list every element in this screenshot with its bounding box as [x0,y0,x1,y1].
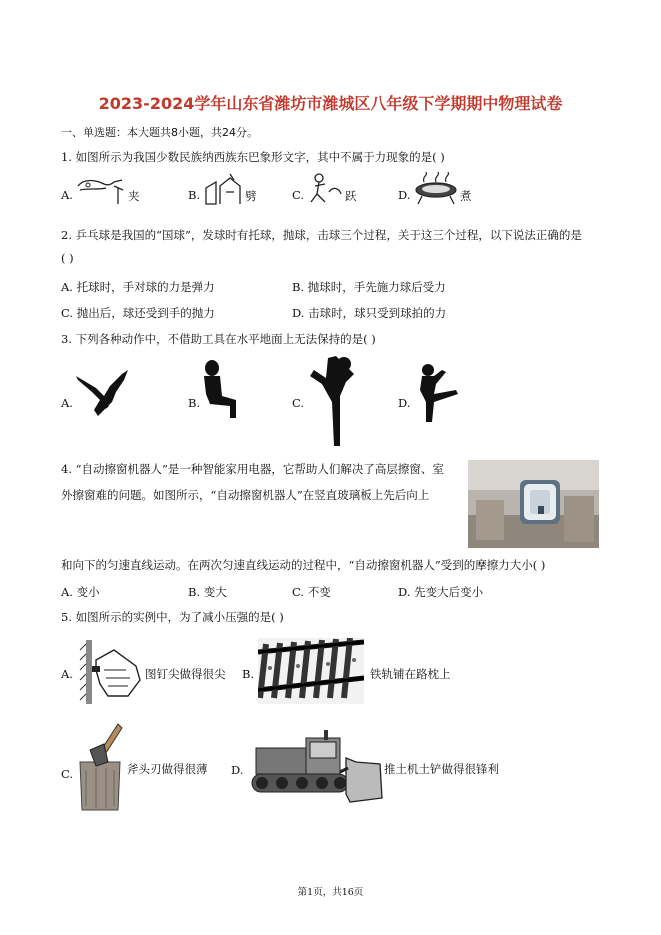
axe-in-log-illustration [74,722,126,812]
q4-stem-line2: 外擦窗难的问题。如图所示，“自动擦窗机器人”在竖直玻璃板上先后向上 [61,488,430,502]
q3-option-d-letter: D. [398,396,411,410]
q5-option-c-letter: C. [61,767,74,781]
q4-stem-line1: 4. “自动擦窗机器人”是一种智能家用电器，它帮助人们解决了高层擦窗、室 [61,462,444,476]
silhouette-sitting-icon [200,360,246,420]
q4-stem-line3: 和向下的匀速直线运动。在两次匀速直线运动的过程中，“自动擦窗机器人”受到的摩擦力大小( ) [61,558,546,572]
q3-stem: 3. 下列各种动作中，不借助工具在水平地面上无法保持的是( ) [61,332,376,346]
q4-option-d: D. 先变大后变小 [398,585,484,599]
dongba-glyph-boil-icon [414,172,458,206]
q4-option-c: C. 不变 [292,585,331,599]
q5-option-d-letter: D. [231,763,244,777]
railway-track-illustration [258,638,364,704]
page-footer: 第1页，共16页 [297,887,364,898]
q4-option-a: A. 变小 [61,585,100,599]
q1-option-c-caption: 跃 [345,189,357,203]
q1-stem: 1. 如图所示为我国少数民族纳西族东巴象形文字，其中不属于力现象的是( ) [61,150,445,164]
silhouette-handstand-icon [74,366,144,418]
q2-option-d: D. 击球时，球只受到球拍的力 [292,306,447,320]
silhouette-standing-split-icon [306,354,362,448]
q1-option-c-letter: C. [292,188,305,202]
dongba-glyph-split-icon [204,172,248,206]
q1-option-a-letter: A. [61,188,73,202]
q5-option-a-letter: A. [61,667,73,681]
q2-stem: 2. 乒乓球是我国的“国球”，发球时有托球，抛球，击球三个过程，关于这三个过程，以下说法正确的是 [61,228,582,242]
dongba-glyph-jump-icon [309,172,345,206]
q4-option-b: B. 变大 [188,585,227,599]
q5-option-b-letter: B. [242,667,255,681]
page-title: 2023-2024学年山东省潍坊市潍城区八年级下学期期中物理试卷 [98,94,563,113]
window-robot-photo [468,460,599,548]
thumbtack-illustration [74,640,144,704]
dongba-glyph-clip-icon [74,176,128,206]
q5-stem: 5. 如图所示的实例中，为了减小压强的是( ) [61,610,284,624]
q3-option-b-letter: B. [188,396,201,410]
q5-option-d-caption: 推土机土铲做得很锋利 [384,762,499,776]
bulldozer-illustration [246,728,384,806]
q1-option-b-caption: 劈 [245,189,257,203]
silhouette-kick-icon [412,362,460,424]
q5-option-b-caption: 铁轨铺在路枕上 [370,667,451,681]
q2-option-b: B. 抛球时，手先施力球后受力 [292,280,446,294]
q2-paren: ( ) [61,251,74,265]
q5-option-a-caption: 图钉尖做得很尖 [145,667,226,681]
q3-option-c-letter: C. [292,396,305,410]
section-heading: 一、单选题：本大题共8小题，共24分。 [61,126,258,139]
q1-option-d-caption: 煮 [460,189,472,203]
q1-option-b-letter: B. [188,188,201,202]
q1-option-a-caption: 夹 [128,189,140,203]
q1-option-d-letter: D. [398,188,411,202]
q2-option-a: A. 托球时，手对球的力是弹力 [61,280,215,294]
q2-option-c: C. 抛出后，球还受到手的抛力 [61,306,215,320]
q3-option-a-letter: A. [61,396,73,410]
q5-option-c-caption: 斧头刃做得很薄 [127,762,208,776]
